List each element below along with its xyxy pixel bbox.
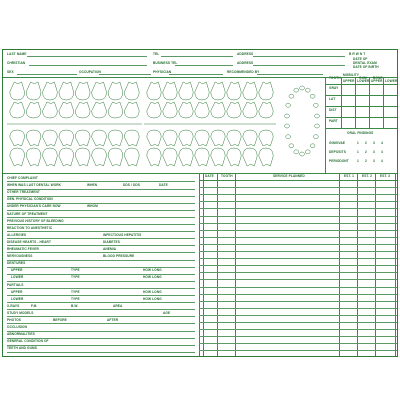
service-row-line[interactable] <box>199 350 397 351</box>
occlusal-tooth[interactable] <box>300 86 305 90</box>
history-answer-line[interactable] <box>7 224 195 225</box>
service-header-line <box>199 180 397 181</box>
tooth-outline[interactable] <box>195 82 209 100</box>
history-item-label: RHEUMATIC FEVER <box>7 247 39 251</box>
oral-findings-title: ORAL FINDINGS <box>347 131 374 135</box>
charts-divider <box>3 173 397 174</box>
tooth-outline[interactable] <box>147 82 161 100</box>
tooth-outline[interactable] <box>163 130 177 146</box>
occlusal-tooth[interactable] <box>305 150 310 154</box>
service-row-line[interactable] <box>199 258 397 259</box>
service-row-line[interactable] <box>199 329 397 330</box>
history-item-label: OTHER TREATMENT <box>7 190 40 195</box>
tooth-outline[interactable] <box>259 102 273 118</box>
occlusal-tooth[interactable] <box>313 135 318 139</box>
tooth-outline[interactable] <box>26 102 41 118</box>
occlusal-tooth[interactable] <box>310 94 315 98</box>
recession-col-line <box>341 77 342 128</box>
occlusal-tooth[interactable] <box>305 88 310 92</box>
tooth-outline[interactable] <box>147 130 161 146</box>
occlusal-tooth[interactable] <box>285 114 290 118</box>
recession-col-line <box>383 77 384 128</box>
tooth-outline[interactable] <box>108 82 123 100</box>
tooth-outline[interactable] <box>108 130 123 146</box>
tooth-outline[interactable] <box>179 82 193 100</box>
history-item-label: DENTURES <box>7 261 26 266</box>
recommended-by-line[interactable] <box>257 74 323 75</box>
history-answer-line[interactable] <box>7 331 195 332</box>
oral-findings-n[interactable]: 4 <box>381 159 383 163</box>
recommended-by-label: RECOMMENDED BY <box>227 70 260 74</box>
tooth-outline[interactable] <box>195 148 209 166</box>
tooth-outline[interactable] <box>227 148 241 166</box>
service-row-line[interactable] <box>199 201 397 202</box>
tooth-outline[interactable] <box>92 102 107 118</box>
history-field-label: HOW LONG <box>143 296 162 301</box>
service-row-line[interactable] <box>199 336 397 337</box>
tooth-outline[interactable] <box>211 102 225 118</box>
history-item-label: GEN. PHYSICAL CONDITION <box>7 197 53 202</box>
oral-findings-n[interactable]: 1 <box>357 159 359 163</box>
history-answer-line[interactable] <box>7 323 195 324</box>
recession-row-0: GRAY <box>329 86 339 90</box>
history-answer-line[interactable] <box>7 260 195 261</box>
tooth-outline[interactable] <box>92 130 107 146</box>
address-label: ADDRESS <box>237 52 254 56</box>
history-item-label: REACTION TO ANESTHETIC <box>7 225 53 230</box>
history-field-label: AREA <box>113 303 123 308</box>
history-field-label: TYPE <box>71 296 80 301</box>
christian-label: CHRISTIAN <box>7 61 26 65</box>
history-item-label: UNDER PHYSICIAN'S CARE NOW <box>7 204 61 209</box>
service-row-line[interactable] <box>199 237 397 238</box>
tooth-outline[interactable] <box>43 102 58 118</box>
tooth-outline[interactable] <box>227 130 241 146</box>
occlusal-tooth[interactable] <box>300 152 305 156</box>
occupation-line[interactable] <box>99 74 151 75</box>
occlusal-tooth[interactable] <box>285 124 290 128</box>
service-row-line[interactable] <box>199 223 397 224</box>
oral-findings-label-0: GINGIVAE <box>329 141 346 145</box>
history-answer-line[interactable] <box>7 274 195 275</box>
history-item-label: STUDY MODELS <box>7 310 34 315</box>
history-field-label: BEFORE <box>53 318 67 322</box>
history-item-label: ALLERGIES <box>7 232 27 237</box>
oral-findings-n[interactable]: 1 <box>357 150 359 154</box>
occlusal-tooth[interactable] <box>315 124 320 128</box>
recession-row-line <box>325 117 397 118</box>
tooth-outline[interactable] <box>10 130 25 146</box>
oral-findings-n[interactable]: 3 <box>373 150 375 154</box>
est1-header: EST. 1 <box>344 174 354 178</box>
tel-line[interactable] <box>161 56 233 57</box>
occlusal-tooth[interactable] <box>313 103 318 107</box>
service-row-line[interactable] <box>199 343 397 344</box>
occlusal-tooth[interactable] <box>286 103 291 107</box>
tooth-outline[interactable] <box>124 130 139 146</box>
service-row-line[interactable] <box>199 208 397 209</box>
tooth-outline[interactable] <box>195 102 209 118</box>
service-row-line[interactable] <box>199 294 397 295</box>
tooth-outline[interactable] <box>43 130 58 146</box>
history-field-label: B.W. <box>71 303 79 308</box>
tooth-outline[interactable] <box>108 148 123 166</box>
occlusal-tooth[interactable] <box>294 88 299 92</box>
history-answer-line[interactable] <box>7 295 195 296</box>
service-row-line[interactable] <box>199 315 397 316</box>
tooth-outline[interactable] <box>75 148 90 166</box>
oral-findings-n[interactable]: 2 <box>365 141 367 145</box>
history-field-label: INFECTIOUS HEPATITIS <box>103 232 142 237</box>
oral-findings-n[interactable]: 3 <box>373 159 375 163</box>
address2-line[interactable] <box>253 65 345 66</box>
last-name-label: LAST NAME <box>7 52 27 56</box>
recession-row-line <box>325 95 397 96</box>
christian-line[interactable] <box>29 65 147 66</box>
tooth-outline[interactable] <box>26 130 41 146</box>
tooth-outline[interactable] <box>108 102 123 118</box>
tooth-outline[interactable] <box>59 130 74 146</box>
tooth-outline[interactable] <box>147 148 161 166</box>
recession-header-line <box>325 84 397 85</box>
history-item-label: PHOTOS <box>7 318 22 322</box>
occlusal-tooth[interactable] <box>289 144 294 148</box>
tooth-outline[interactable] <box>147 102 161 118</box>
recession-row-2: DIST <box>329 108 337 112</box>
history-item-label: PREVIOUS HISTORY OF BLEEDING <box>7 218 64 223</box>
tooth-outline[interactable] <box>243 130 257 146</box>
service-row-line[interactable] <box>199 272 397 273</box>
address-line[interactable] <box>253 56 345 57</box>
service-row-line[interactable] <box>199 194 397 195</box>
tooth-outline[interactable] <box>92 148 107 166</box>
tooth-outline[interactable] <box>26 148 41 166</box>
tooth-outline[interactable] <box>43 148 58 166</box>
sex-line[interactable] <box>17 74 77 75</box>
history-answer-line[interactable] <box>7 352 195 353</box>
sex-label: SEX <box>7 70 14 74</box>
history-field-label: TYPE <box>71 275 80 280</box>
recession-lower2-label: LOWER <box>385 79 398 83</box>
recession-tooth-label: TOOTH <box>329 76 341 80</box>
tooth-outline[interactable] <box>179 148 193 166</box>
history-field-label: DATE <box>159 183 168 188</box>
history-item-label: CHIEF COMPLAINT <box>7 176 38 180</box>
history-field-label: ANEMIA <box>103 247 117 251</box>
history-field-label: DIABETES <box>103 239 120 244</box>
history-answer-line[interactable] <box>7 231 195 232</box>
history-answer-line[interactable] <box>7 288 195 289</box>
history-field-label: BLOOD PRESSURE <box>103 254 135 259</box>
tooth-outline[interactable] <box>10 148 25 166</box>
tooth-outline[interactable] <box>92 82 107 100</box>
tooth-outline[interactable] <box>259 82 273 100</box>
history-item-label: NATURE OF TREATMENT <box>7 211 48 216</box>
dental-record-form <box>2 49 398 357</box>
recession-row-1: LAT <box>329 97 336 101</box>
tooth-outline[interactable] <box>259 130 273 146</box>
service-row-line[interactable] <box>199 308 397 309</box>
tooth-outline[interactable] <box>43 82 58 100</box>
tooth-chart-left-side[interactable] <box>144 80 276 170</box>
history-item-label: X-RAYS <box>7 303 20 308</box>
tooth-outline[interactable] <box>75 102 90 118</box>
recession-row-line <box>325 128 397 129</box>
oral-findings-label-2: PERIODONT <box>329 159 349 163</box>
tooth-outline[interactable] <box>75 82 90 100</box>
history-item-label: LOWER <box>11 296 24 301</box>
service-row-line[interactable] <box>199 322 397 323</box>
tooth-outline[interactable] <box>59 102 74 118</box>
physician-line[interactable] <box>169 74 223 75</box>
tooth-outline[interactable] <box>243 148 257 166</box>
history-item-label: UPPER <box>11 268 23 273</box>
business-tel-label: BUSINESS TEL <box>153 61 178 65</box>
tooth-outline[interactable] <box>124 102 139 118</box>
service-date-header: DATE <box>205 174 214 178</box>
occlusal-tooth[interactable] <box>294 150 299 154</box>
tooth-outline[interactable] <box>26 82 41 100</box>
history-item-label: DISEASE HEARTS - HEART <box>7 239 51 244</box>
history-field-label: HOW LONG <box>143 275 162 280</box>
oral-findings-n[interactable]: 4 <box>381 141 383 145</box>
history-answer-line[interactable] <box>7 302 195 303</box>
history-field-label: AFTER <box>107 318 119 322</box>
recession-mobility-label: MOBILITY <box>343 73 360 77</box>
history-field-label: WHEN <box>87 183 98 188</box>
history-item-label: WHEN WAS LAST DENTAL WORK <box>7 183 62 188</box>
physician-label: PHYSICIAN <box>153 70 172 74</box>
tooth-chart-right-side[interactable] <box>7 80 142 170</box>
service-row-line[interactable] <box>199 287 397 288</box>
oral-findings-n[interactable]: 2 <box>365 159 367 163</box>
tooth-outline[interactable] <box>124 82 139 100</box>
tooth-outline[interactable] <box>163 148 177 166</box>
service-planned-header: SERVICE PLANNED <box>273 174 305 178</box>
tooth-outline[interactable] <box>163 82 177 100</box>
history-field-label: HOW LONG <box>143 289 162 294</box>
tooth-outline[interactable] <box>227 102 241 118</box>
date-of-birth-label: DATE OF BIRTH <box>353 65 379 69</box>
recession-gum-label: GUM <box>359 76 367 80</box>
recession-upper-label: UPPER <box>343 79 355 83</box>
service-tooth-header: TOOTH <box>221 174 233 178</box>
tooth-outline[interactable] <box>10 102 25 118</box>
history-answer-line[interactable] <box>7 252 195 253</box>
date-of-label: DATE OF <box>353 57 368 61</box>
service-row-line[interactable] <box>199 279 397 280</box>
tooth-outline[interactable] <box>75 130 90 146</box>
tooth-outline[interactable] <box>243 102 257 118</box>
occlusal-tooth[interactable] <box>286 135 291 139</box>
tooth-outline[interactable] <box>211 82 225 100</box>
last-name-line[interactable] <box>27 56 147 57</box>
history-answer-line[interactable] <box>7 281 195 282</box>
history-item-label: NERVOUSNESS <box>7 254 33 259</box>
history-item-label: PARTIALS <box>7 282 24 287</box>
est3-header: EST. 3 <box>380 174 390 178</box>
recession-bone-label: BONE <box>373 76 383 80</box>
tooth-outline[interactable] <box>211 148 225 166</box>
recession-row-line <box>325 106 397 107</box>
tel-label: TEL <box>153 52 160 56</box>
dental-exam-label: DENTAL EXAM <box>353 61 377 65</box>
oral-findings-n[interactable]: 2 <box>365 150 367 154</box>
history-field-label: AGE <box>163 310 171 315</box>
occlusal-tooth[interactable] <box>310 144 315 148</box>
occlusal-arch-diagram[interactable] <box>281 80 323 162</box>
recession-upper2-label: UPPER <box>371 79 383 83</box>
service-row-line[interactable] <box>199 216 397 217</box>
occlusal-tooth[interactable] <box>289 94 294 98</box>
service-row-line[interactable] <box>199 251 397 252</box>
tooth-outline[interactable] <box>10 82 25 100</box>
recession-col-line <box>355 77 356 128</box>
history-item-label: LOWER <box>11 275 24 280</box>
history-answer-line[interactable] <box>7 267 195 268</box>
recession-row-3: PART <box>329 119 338 123</box>
history-field-label: DDS / DDS <box>123 183 141 188</box>
service-row-line[interactable] <box>199 187 397 188</box>
address2-label: ADDRESS <box>237 61 254 65</box>
est2-header: EST. 2 <box>362 174 372 178</box>
oral-findings-n[interactable]: 1 <box>357 141 359 145</box>
oral-findings-n[interactable]: 3 <box>373 141 375 145</box>
tooth-outline[interactable] <box>59 82 74 100</box>
recession-col-line <box>369 77 370 128</box>
brwnt-label: B R W N T <box>349 52 366 56</box>
history-item-label: GENERAL CONDITION OF <box>7 339 49 344</box>
history-item-label: UPPER <box>11 289 23 294</box>
history-answer-line[interactable] <box>7 316 195 317</box>
right-panel-divider <box>325 77 326 173</box>
tooth-outline[interactable] <box>179 102 193 118</box>
history-item-label: TEETH AND GUMS <box>7 346 37 351</box>
tooth-outline[interactable] <box>124 148 139 166</box>
tooth-outline[interactable] <box>59 148 74 166</box>
service-row-line[interactable] <box>199 265 397 266</box>
history-field-label: F.M. <box>31 303 38 308</box>
history-field-label: WHOM <box>87 204 98 209</box>
history-answer-line[interactable] <box>7 210 195 211</box>
history-field-label: HOW LONG <box>143 268 162 273</box>
service-row-line[interactable] <box>199 244 397 245</box>
history-item-label: ABNORMALITIES <box>7 332 35 337</box>
occupation-label: OCCUPATION <box>79 70 101 74</box>
tooth-outline[interactable] <box>163 102 177 118</box>
service-row-line[interactable] <box>199 301 397 302</box>
oral-findings-label-1: DEPOSITS <box>329 150 346 154</box>
history-field-label: TYPE <box>71 268 80 273</box>
tooth-outline[interactable] <box>259 148 273 166</box>
tooth-outline[interactable] <box>227 82 241 100</box>
service-row-line[interactable] <box>199 230 397 231</box>
history-field-label: TYPE <box>71 289 80 294</box>
history-answer-line[interactable] <box>7 217 195 218</box>
occlusal-tooth[interactable] <box>315 114 320 118</box>
tooth-outline[interactable] <box>179 130 193 146</box>
tooth-outline[interactable] <box>243 82 257 100</box>
oral-findings-n[interactable]: 4 <box>381 150 383 154</box>
tooth-outline[interactable] <box>195 130 209 146</box>
recession-lower-label: LOWER <box>357 79 370 83</box>
history-item-label: OCCLUSION <box>7 325 28 330</box>
tooth-outline[interactable] <box>211 130 225 146</box>
business-tel-line[interactable] <box>175 65 233 66</box>
